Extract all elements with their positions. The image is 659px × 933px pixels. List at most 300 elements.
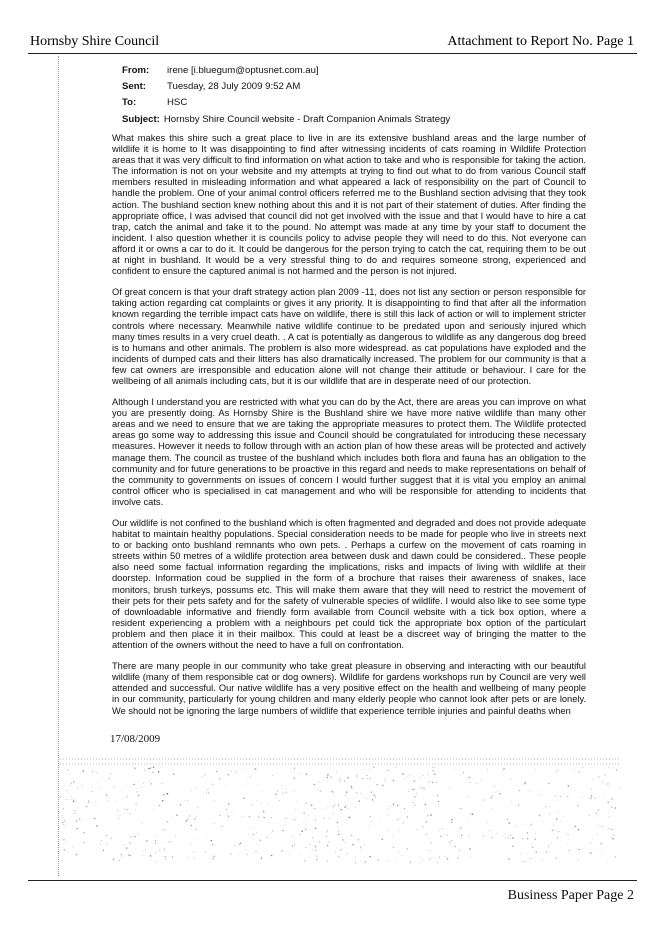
scan-speck — [553, 779, 554, 780]
scan-speck — [228, 803, 230, 805]
scan-speck — [306, 803, 307, 804]
scan-speck — [83, 832, 85, 834]
scan-speck — [416, 830, 417, 831]
scan-speck — [521, 861, 522, 862]
email-subject-row — [122, 112, 450, 128]
scan-speck — [323, 818, 324, 819]
scan-speck — [159, 850, 160, 851]
scan-speck — [163, 830, 164, 831]
scan-speck — [162, 800, 164, 802]
scan-speck — [243, 797, 245, 799]
scan-speck — [421, 787, 422, 788]
sent-value: Tuesday, 28 July 2009 9:52 AM — [167, 81, 301, 92]
scan-speck — [420, 863, 421, 864]
scan-speck — [611, 807, 612, 808]
scan-speck — [557, 837, 558, 838]
scan-speck — [106, 835, 107, 836]
scan-speck — [136, 791, 137, 792]
scan-speck — [73, 799, 74, 800]
scan-speck — [185, 800, 186, 801]
scan-speck — [271, 817, 272, 818]
scan-speck — [602, 826, 603, 827]
scan-speck — [439, 856, 440, 857]
scan-speck — [407, 816, 408, 817]
scan-speck — [230, 854, 231, 855]
scan-speck — [527, 838, 528, 839]
scan-speck — [459, 850, 460, 851]
scan-speck — [207, 789, 208, 790]
scan-speck — [468, 777, 469, 778]
scan-speck — [156, 836, 157, 837]
scan-speck — [524, 784, 525, 785]
scan-speck — [163, 794, 165, 796]
scan-speck — [340, 779, 342, 781]
scan-speck — [301, 831, 303, 833]
scan-speck — [450, 845, 451, 846]
scan-speck — [300, 855, 301, 856]
scan-speck — [257, 820, 258, 821]
scan-speck — [360, 848, 361, 849]
scan-speck — [227, 815, 228, 816]
scan-speck — [145, 850, 146, 851]
scan-speck — [467, 820, 468, 821]
scan-speck — [520, 853, 521, 854]
scan-speck — [102, 777, 103, 778]
scan-speck — [239, 855, 240, 856]
scan-speck — [108, 800, 109, 801]
scan-speck — [153, 808, 154, 809]
scan-speck — [138, 782, 139, 783]
scan-speck — [205, 852, 206, 853]
scan-speck — [487, 769, 488, 770]
scan-speck — [286, 785, 287, 786]
scan-speck — [171, 842, 172, 843]
scan-speck — [609, 811, 610, 812]
scan-speck — [568, 785, 570, 787]
scan-speck — [305, 829, 306, 830]
scan-speck — [485, 794, 486, 795]
scan-speck — [600, 843, 602, 845]
scan-speck — [136, 809, 137, 810]
scan-speck — [333, 806, 334, 807]
scan-speck — [433, 770, 434, 771]
scan-speck — [356, 792, 357, 793]
scan-speck — [469, 848, 470, 849]
scan-speck — [303, 812, 304, 813]
scan-speck — [88, 767, 89, 768]
scan-speck — [590, 853, 591, 854]
scan-speck — [604, 774, 605, 775]
scan-speck — [531, 824, 532, 825]
scan-speck — [527, 832, 528, 833]
scan-speck — [143, 851, 144, 852]
scan-speck — [406, 848, 407, 849]
scan-speck — [592, 839, 593, 840]
scan-speck — [416, 793, 417, 794]
scan-speck — [437, 861, 438, 862]
scan-speck — [532, 847, 533, 848]
scan-speck — [556, 771, 557, 772]
scan-speck — [569, 839, 570, 840]
scan-speck — [79, 819, 80, 820]
scan-speck — [530, 858, 531, 859]
scan-speck — [366, 798, 367, 799]
scan-speck — [558, 831, 559, 832]
paragraph: Our wildlife is not confined to the bushland which is often fragmented and degraded and does not provide adequate habitat to maintain healthy populations. Special consideration needs to be made for people who live in streets next to or backing onto bushland remnants who own pets. . Perhaps a curfew on the movement of cats roaming in streets within 50 metres of a wildlife protection area between dusk and dawn could be considered.. These people also need some factual information regarding the implications, risks and impacts of living with wildlife at their doorstep. Information coud be supplied in the form of a brochure that raises their awareness of snakes, lace monitors, brush turkeys, possums etc. This will make them aware that they will need to restrict the movement of their pets for their pets safety and for the safety of vulnerable species of wildlife. I would also like to see some type of downloadable informative and friendly form available from Council website with a tick box option, where a resident experiencing a problem with a neighbours pet could tick the appropriate box option of the particulart problem and then place it in their mailbox. This could at least be a discreet way of bringing the matter to the attention of the owners without the need to have a full on confrontation. — [112, 518, 586, 651]
scan-speck — [128, 854, 129, 855]
scan-speck — [211, 840, 212, 841]
scan-speck — [535, 839, 536, 840]
scan-speck — [150, 855, 152, 857]
scan-speck — [521, 841, 522, 842]
scan-speck — [451, 822, 452, 823]
scan-speck — [490, 797, 491, 798]
scan-speck — [432, 767, 433, 768]
scan-speck — [366, 775, 367, 776]
scan-speck — [502, 771, 503, 772]
header-attachment-label: Attachment to Report No. Page 1 — [447, 34, 634, 49]
scan-speck — [598, 809, 600, 811]
scan-speck — [578, 849, 579, 850]
scan-speck — [512, 846, 513, 847]
scan-speck — [315, 847, 316, 848]
document-date: 17/08/2009 — [110, 733, 161, 745]
scan-speck — [326, 836, 327, 837]
scan-speck — [388, 861, 389, 862]
scan-speck — [430, 858, 431, 859]
scan-speck — [510, 834, 511, 835]
scan-speck — [609, 816, 610, 817]
scan-speck — [92, 836, 93, 837]
scan-speck — [312, 837, 313, 838]
scan-speck — [434, 774, 435, 775]
scan-speck — [509, 806, 510, 807]
scan-speck — [615, 856, 616, 857]
footer-page-label: Business Paper Page 2 — [507, 888, 634, 903]
scan-speck — [523, 861, 524, 862]
scan-speck — [393, 804, 395, 806]
scan-speck — [425, 804, 426, 805]
scan-speck — [567, 844, 568, 845]
scan-speck — [437, 795, 438, 796]
scan-speck — [376, 784, 377, 785]
scan-speck — [578, 860, 579, 861]
scan-speck — [462, 808, 463, 809]
scan-speck — [579, 771, 580, 772]
scan-speck — [267, 802, 268, 803]
scan-speck — [168, 842, 169, 843]
scan-speck — [299, 834, 300, 835]
scan-speck — [388, 770, 389, 771]
scan-speck — [121, 854, 122, 855]
scan-speck — [355, 857, 356, 858]
scan-speck — [328, 842, 329, 843]
scan-speck — [471, 856, 472, 857]
scan-speck — [81, 821, 82, 822]
scan-speck — [351, 786, 353, 788]
scan-speck — [214, 823, 215, 824]
scan-speck — [339, 827, 340, 828]
scan-speck — [315, 850, 316, 851]
scan-speck — [468, 835, 469, 836]
scan-speck — [123, 798, 124, 799]
scan-speck — [62, 815, 63, 816]
scan-speck — [153, 767, 154, 768]
scan-speck — [393, 847, 394, 848]
scan-speck — [355, 862, 356, 863]
scan-speck — [194, 858, 195, 859]
scan-speck — [193, 851, 194, 852]
scan-speck — [195, 787, 196, 788]
scan-speck — [335, 789, 336, 790]
paragraph: What makes this shire such a great place to live in are its extensive bushland areas and the large number of wildlife it is home to It was disappointing to find after witnessing incidents of cats roaming in Wildlife Protection areas that it was very difficult to find information on what action to take and who is responsible for taking the action. The information is not on your website and my attempts at trying to find out what to do from various Council staff members resulted in misleading information and what appeared a lack of responsibility on the part of Council to handle the problem. One of your animal control officers referred me to the Bushland section advising that they took action. The bushland section knew nothing about this and it is not part of their statement of duties. After finding the appropriate office, I was advised that council did not get involved with the issue and that I would have to hire a cat trap, catch the animal and take it to the pound. No attempt was made at any time by your staff to document the incident. I also question whether it is councils policy to advise people they will need to do this. Not everyone can afford it or owns a car to do it. It could be dangerous for the person trying to catch the cat, requiring them to be out at night in bushland. It would be a very stressful thing to do and requires someone strong, experienced and confident to ensure the captured animal is not harmed and the person is not injured. — [112, 133, 586, 277]
paragraph: Of great concern is that your draft strategy action plan 2009 -11, does not list any section or person responsible for taking action regarding cat complaints or gives it any priority. It is disappointing to find that after all the information known regarding the terrible impact cats have on wildlife, there is still this lack of action or will to implement stricter controls where necessary. Meanwhile native wildlife continue to be predated upon and seriously injured which many times results in a very cruel death. . A cat is potentially as dangerous to wildlife as any dangerous dog breed is to humans and other animals. The problem is also more widespread. as cat populations have exploded and the incidents of dumped cats and their litters has also dramatically increased. The problem for our community is that a few cat owners are irresponsible and education alone will not change their attitude or behaviour. I care for the wellbeing of all animals including cats, but it is our wildlife that are in desperate need of our protection. — [112, 287, 586, 386]
scan-speck — [95, 801, 96, 802]
scan-speck — [551, 843, 552, 844]
scan-speck — [454, 768, 455, 769]
scan-speck — [209, 859, 210, 860]
scan-speck — [317, 789, 318, 790]
scan-speck — [332, 791, 333, 792]
from-value: irene [i.bluegum@optusnet.com.au] — [167, 65, 319, 76]
scan-speck — [234, 845, 235, 846]
scan-speck — [591, 789, 592, 790]
scan-speck — [503, 836, 504, 837]
paragraph: Although I understand you are restricted with what you can do by the Act, there are areas you can improve on what you are presently doing. As Hornsby Shire is the Bushland shire we have more native wildlife than many other areas and we need to ensure that we are taking the appropriate measures to protect them. The Wildlife protected areas go some way to addressing this issue and Council should be congratulated for introducing these necessary measures. However it needs to follow through with an action plan of how these areas will be protected and actively manage them. The council as trustee of the bushland which includes both flora and fauna has an obligation to the community and for future generations to be proactive in this regard and needs to make representations on behalf of the community to governments on issues of concern I would further suggest that it is vital you employ an animal control officer who is specialised in cat management and who will be responsible for attending to incidents that involve cats. — [112, 397, 586, 507]
scan-speck — [67, 790, 68, 791]
scan-speck — [71, 783, 72, 784]
scan-speck — [272, 844, 273, 845]
scan-speck — [119, 814, 120, 815]
scan-speck — [468, 796, 469, 797]
scan-speck — [607, 861, 608, 862]
scan-speck — [308, 819, 309, 820]
scan-speck — [594, 798, 595, 799]
scan-speck — [402, 855, 403, 856]
scan-speck — [615, 807, 617, 809]
scan-speck — [150, 767, 151, 768]
scan-speck — [106, 844, 107, 845]
scan-speck — [428, 781, 429, 782]
scan-speck — [327, 777, 328, 778]
scan-speck — [362, 778, 363, 779]
scan-speck — [317, 855, 318, 856]
scan-speck — [83, 842, 85, 844]
scan-speck — [498, 791, 499, 792]
scan-speck — [242, 812, 243, 813]
scan-speck — [393, 780, 394, 781]
scan-speck — [194, 810, 195, 811]
scan-speck — [155, 840, 156, 841]
scan-speck — [173, 773, 174, 774]
scan-speck — [188, 819, 189, 820]
scan-speck — [197, 849, 198, 850]
scan-speck — [76, 828, 77, 829]
scan-speck — [242, 816, 243, 817]
scan-speck — [359, 801, 360, 802]
scan-speck — [255, 768, 257, 770]
scan-speck — [412, 789, 413, 790]
scan-speck — [172, 856, 173, 857]
scan-speck — [511, 779, 512, 780]
scan-speck — [191, 825, 193, 827]
scan-speck — [286, 818, 287, 819]
scan-speck — [483, 836, 484, 837]
subject-label: Subject: — [122, 114, 160, 125]
scan-speck — [204, 775, 205, 776]
scan-speck — [261, 857, 263, 859]
subject-value: Hornsby Shire Council website - Draft Companion Animals Strategy — [163, 114, 451, 125]
scan-speck — [360, 793, 361, 794]
scan-speck — [186, 820, 188, 822]
scan-speck — [253, 827, 254, 828]
scan-speck — [328, 818, 329, 819]
scan-speck — [222, 826, 223, 827]
scan-speck — [447, 858, 449, 860]
scan-speck — [432, 782, 433, 783]
scan-speck — [579, 773, 580, 774]
scan-speck — [364, 844, 365, 845]
scan-speck — [94, 818, 95, 819]
scan-speck — [590, 852, 591, 853]
scan-speck — [558, 811, 559, 812]
scan-speck — [110, 838, 111, 839]
scan-speck — [92, 771, 93, 772]
scan-speck — [253, 834, 254, 835]
scan-speck — [567, 834, 568, 835]
scan-speck — [451, 819, 452, 820]
paragraph: There are many people in our community who take great pleasure in observing and interacting with our beautiful wildlife (many of them responsible cat or dog owners). Wildlife for gardens workshops run by Council are very well attended and successful. Our native wildlife has a very positive effect on the health and wellbeing of many people in our community, particularly for young children and many elderly people who cannot look after pets or are lonely. We should not be ignoring the large numbers of wildlife that experience terrible injuries and painful deaths when — [112, 661, 586, 716]
scan-speck — [119, 860, 120, 861]
scan-speck — [569, 850, 570, 851]
scan-speck — [388, 830, 389, 831]
scan-speck — [612, 838, 614, 840]
scan-speck — [63, 839, 65, 841]
scan-speck — [164, 829, 165, 830]
scan-speck — [314, 808, 315, 809]
scan-speck — [597, 848, 598, 849]
scan-speck — [82, 770, 84, 772]
scan-speck — [334, 820, 335, 821]
scan-speck — [598, 825, 599, 826]
scan-speck — [454, 846, 456, 848]
scan-speck — [206, 857, 207, 858]
scan-speck — [372, 799, 373, 800]
scan-speck — [155, 852, 156, 853]
scan-speck — [499, 793, 500, 794]
scan-speck — [503, 769, 504, 770]
scan-speck — [285, 792, 286, 793]
scan-speck — [555, 795, 556, 796]
scan-speck — [483, 799, 484, 800]
scan-speck — [327, 860, 329, 862]
scan-speck — [138, 795, 139, 796]
scan-speck — [100, 788, 101, 789]
scan-speck — [344, 780, 345, 781]
scan-speck — [66, 842, 67, 843]
scan-speck — [118, 817, 120, 819]
header-council-name: Hornsby Shire Council — [30, 34, 160, 49]
scan-speck — [167, 793, 168, 794]
scan-speck — [92, 786, 93, 787]
scan-speck — [326, 829, 327, 830]
scan-speck — [308, 815, 309, 816]
scan-speck — [426, 834, 427, 835]
scan-speck — [428, 850, 429, 851]
scan-speck — [219, 778, 220, 779]
scan-speck — [286, 788, 287, 789]
scan-speck — [294, 819, 295, 820]
scan-speck — [155, 861, 156, 862]
scan-speck — [73, 801, 75, 803]
scan-speck — [147, 824, 148, 825]
scan-speck — [70, 785, 71, 786]
scan-speck — [347, 853, 349, 855]
scan-speck — [255, 851, 256, 852]
scan-speck — [340, 849, 341, 850]
scan-speck — [198, 839, 199, 840]
scan-speck — [369, 856, 370, 857]
scan-speck — [604, 798, 605, 799]
scan-speck — [458, 831, 459, 832]
scan-speck — [397, 805, 398, 806]
scan-speck — [384, 779, 385, 780]
scan-speck — [582, 797, 583, 798]
scan-speck — [370, 769, 371, 770]
scan-speck — [390, 806, 391, 807]
scan-speck — [538, 791, 539, 792]
scan-speck — [77, 788, 79, 790]
scan-speck — [388, 815, 389, 816]
scan-speck — [369, 825, 370, 826]
scan-speck — [165, 856, 166, 857]
scan-speck — [202, 812, 203, 813]
scan-speck — [344, 807, 345, 808]
scan-speck — [348, 808, 349, 809]
scan-speck — [460, 808, 461, 809]
scan-speck — [598, 777, 599, 778]
scan-speck — [197, 807, 198, 808]
scan-speck — [76, 854, 78, 856]
scan-speck — [603, 849, 604, 850]
scan-speck — [552, 830, 553, 831]
scan-speck — [518, 805, 519, 806]
scan-speck — [305, 847, 306, 848]
scan-speck — [245, 769, 246, 770]
scan-speck — [155, 843, 156, 844]
scan-speck — [508, 858, 509, 859]
scan-speck — [225, 863, 226, 864]
scan-speck — [236, 772, 237, 773]
scan-speck — [335, 851, 336, 852]
scan-speck — [138, 834, 139, 835]
scan-speck — [535, 833, 536, 834]
scan-speck — [454, 818, 455, 819]
scan-speck — [434, 857, 435, 858]
scan-speck — [234, 770, 235, 771]
scan-speck — [132, 836, 133, 837]
scan-speck — [64, 785, 65, 786]
scan-speck — [397, 819, 398, 820]
scan-speck — [589, 797, 590, 798]
scan-speck — [331, 776, 332, 777]
scan-speck — [212, 784, 213, 785]
email-sent-row — [122, 79, 450, 95]
scan-speck — [320, 790, 321, 791]
scan-speck — [175, 836, 176, 837]
scan-speck — [105, 780, 106, 781]
scan-speck — [440, 836, 442, 838]
